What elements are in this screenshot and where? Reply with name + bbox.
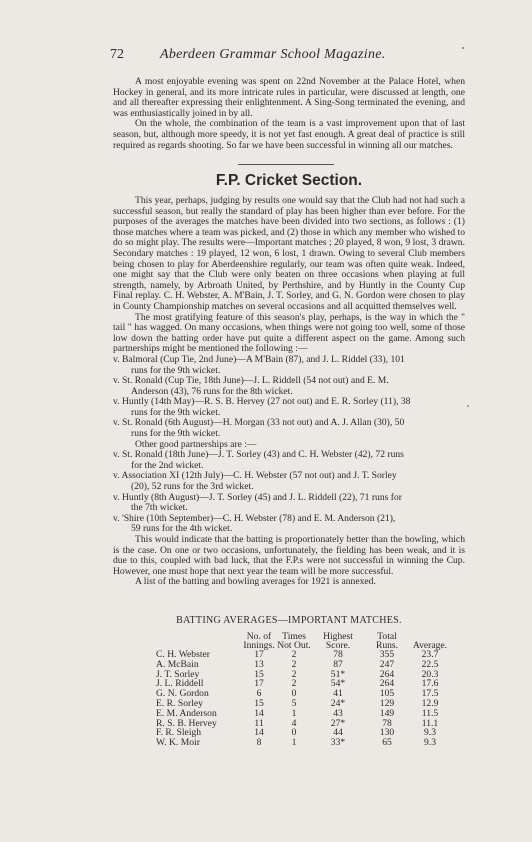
batting-averages-table xyxy=(156,632,450,748)
cricket-paragraph: This year, perhaps, judging by results one would say that the Club had not had such a successful season, but really the standard of play has been higher than ever before. For the purposes of the averages the matches have been divided into two sections, as follows : (1) those matches where a team was picked, and (2) those in which any member who wished to do so might play. The results were—Important matches ; 20 played, 8 won, 9 lost, 3 drawn. Secondary matches : 19 played, 12 won, 6 lost, 1 drawn. Owing to several Club members being chosen to play for Aberdeenshire regularly, our team was often quite weak. Indeed, one might say that the Club were only beaten on three occasions when playing at full strength, namely, by Arbroath United, by Perthshire, and by Huntly in the County Cup Final replay. C. H. Webster, A. M'Bain, J. T. Sorley, and G. N. Gordon were chosen to play in County Championship matches on several occasions and all acquitted themselves well. xyxy=(113,195,465,312)
cell-not-out: 4 xyxy=(291,717,297,729)
cell-name: J. T. Sorley xyxy=(156,668,200,680)
cell-highest: 24* xyxy=(330,697,346,709)
cell-innings: 8 xyxy=(256,737,262,749)
cell-not-out: 1 xyxy=(291,707,297,719)
cell-innings: 14 xyxy=(254,727,264,739)
cricket-paragraph: This would indicate that the batting is proportionately better than the bowling, which is the case. On one or two occasions, unfortunately, the fielding has been weak, and it is due to this, coupled with bad luck, that the F.P.s were not successful in winning the Cup. However, one must hope that next year the team will be more successful. xyxy=(113,534,465,577)
table-row xyxy=(156,650,450,660)
cell-innings: 13 xyxy=(254,658,264,670)
cell-average: 11.1 xyxy=(421,717,439,729)
cricket-paragraph: A list of the batting and bowling averages for 1921 is annexed. xyxy=(135,576,376,588)
cell-average: 20.3 xyxy=(421,668,439,680)
partnership-item: v. St. Ronald (6th August)—H. Morgan (33 not out) and A. J. Allan (30), 50 runs for the 9th wicket. xyxy=(113,417,405,440)
cell-average: 11.5 xyxy=(421,707,439,719)
table-body xyxy=(156,650,450,748)
cricket-paragraph: The most gratifying feature of this season's play, perhaps, is the way in which the " tail " has wagged. On many occasions, when things were not going too well, some of those low down the batting order have put quite a different aspect on the game. Among such partnerships might be mentioned the following :— xyxy=(113,311,465,355)
partnership-item: v. St. Ronald (Cup Tie, 18th June)—J. L. Riddell (54 not out) and E. M. Anderson (43), 76 runs for the 8th wicket. xyxy=(113,375,389,397)
section-divider xyxy=(238,164,334,165)
cell-name: W. K. Moir xyxy=(156,737,200,749)
hockey-report xyxy=(113,77,465,151)
cell-not-out: 2 xyxy=(291,668,297,680)
cell-name: G. N. Gordon xyxy=(156,688,209,700)
cell-highest: 51* xyxy=(330,668,346,680)
cell-name: J. L. Riddell xyxy=(156,678,204,690)
print-speck xyxy=(467,405,469,407)
cell-not-out: 2 xyxy=(291,678,297,690)
print-speck xyxy=(462,47,464,49)
cell-total: 130 xyxy=(379,727,395,739)
cell-innings: 15 xyxy=(254,668,264,680)
cell-name: F. R. Sleigh xyxy=(156,727,202,739)
table-header-row xyxy=(156,632,450,650)
cricket-report xyxy=(113,196,465,588)
averages-title: BATTING AVERAGES—IMPORTANT MATCHES. xyxy=(176,615,402,626)
cell-total: 105 xyxy=(379,688,395,700)
cell-innings: 6 xyxy=(256,688,262,700)
cell-average: 23.7 xyxy=(421,649,439,660)
partnership-list xyxy=(113,450,465,535)
column-header-highest: Highest Score. xyxy=(323,631,353,651)
partnership-item: v. Association XI (12th July)—C. H. Webster (57 not out) and J. T. Sorley (20), 52 runs for the 3rd wicket. xyxy=(113,470,397,493)
cell-total: 247 xyxy=(379,658,395,670)
cell-highest: 43 xyxy=(333,707,343,719)
cell-not-out: 5 xyxy=(291,697,297,709)
cell-not-out: 2 xyxy=(291,658,297,670)
other-partnerships-label: Other good partnerships are :— xyxy=(135,438,257,450)
page-header xyxy=(110,47,450,63)
cell-average: 9.3 xyxy=(424,727,436,739)
cell-highest: 54* xyxy=(330,678,346,690)
partnership-item: v. Huntly (14th May)—R. S. B. Hervey (27 not out) and E. R. Sorley (11), 38 runs for the 9th wicket. xyxy=(113,396,411,418)
partnership-item: v. Huntly (8th August)—J. T. Sorley (45) and J. L. Riddell (22), 71 runs for the 7th wicket. xyxy=(113,491,402,514)
partnership-list xyxy=(113,355,465,440)
partnership-item: v. Balmoral (Cup Tie, 2nd June)—A M'Bain (87), and J. L. Riddel (33), 101 runs for the 9th wicket. xyxy=(113,353,405,376)
table-row xyxy=(156,660,450,670)
column-header-average: Average. xyxy=(412,640,448,651)
cell-innings: 15 xyxy=(254,697,264,709)
cell-average: 17.6 xyxy=(421,678,439,690)
column-header-not-out: Times Not Out. xyxy=(277,631,311,651)
section-title: F.P. Cricket Section. xyxy=(215,172,363,189)
cell-innings: 17 xyxy=(254,678,264,690)
partnership-item: v. 'Shire (10th September)—C. H. Webster (78) and E. M. Anderson (21), 59 runs for the 4th wicket. xyxy=(113,512,396,535)
cell-highest: 33* xyxy=(330,737,346,749)
cell-total: 355 xyxy=(379,649,395,660)
cell-highest: 78 xyxy=(333,649,343,660)
cell-total: 78 xyxy=(382,717,392,729)
column-header-name xyxy=(156,632,242,650)
hockey-paragraph: A most enjoyable evening was spent on 22nd November at the Palace Hotel, when Hockey in general, and its more intricate rules in particular, were discussed at length, one and all thereafter expressing their enlightenment. A Sing-Song terminated the evening, and was enthusiastically joined in by all. xyxy=(113,76,465,119)
cell-total: 65 xyxy=(382,737,392,749)
cell-highest: 44 xyxy=(333,727,343,739)
column-header-total: Total Runs. xyxy=(375,631,399,651)
cell-total: 264 xyxy=(379,678,395,690)
cell-not-out: 0 xyxy=(291,727,297,739)
cell-name: R. S. B. Hervey xyxy=(156,717,217,729)
cell-total: 129 xyxy=(379,697,395,709)
cell-average: 9.3 xyxy=(424,737,436,749)
cell-name: A. McBain xyxy=(156,658,199,670)
cell-not-out: 0 xyxy=(291,688,297,700)
cell-name: E. M. Anderson xyxy=(156,707,217,719)
cell-total: 149 xyxy=(379,707,395,719)
cell-innings: 14 xyxy=(254,707,264,719)
cell-average: 22.5 xyxy=(421,658,439,670)
partnership-item: v. St. Ronald (18th June)—J. T. Sorley (43) and C. H. Webster (42), 72 runs for the 2nd wicket. xyxy=(113,449,404,471)
magazine-title: Aberdeen Grammar School Magazine. xyxy=(160,47,386,62)
cell-not-out: 1 xyxy=(291,737,297,749)
cell-innings: 11 xyxy=(254,717,264,729)
cell-highest: 41 xyxy=(333,688,343,700)
column-header-innings: No. of Innings. xyxy=(243,631,275,651)
table-row xyxy=(156,738,450,748)
hockey-paragraph: On the whole, the combination of the team is a vast improvement upon that of last season, but, although more speedy, it is not yet fast enough. A great deal of practice is still required as regards shooting. So far we have been successful in winning all our matches. xyxy=(113,118,465,151)
cell-name: E. R. Sorley xyxy=(156,697,203,709)
cell-highest: 27* xyxy=(330,717,346,729)
cell-name: C. H. Webster xyxy=(156,649,210,660)
cell-total: 264 xyxy=(379,668,395,680)
cell-not-out: 2 xyxy=(291,649,297,660)
cell-average: 12.9 xyxy=(421,697,439,709)
cell-innings: 17 xyxy=(254,649,264,660)
table-row xyxy=(156,728,450,738)
cell-average: 17.5 xyxy=(421,688,439,700)
page-number: 72 xyxy=(110,47,124,62)
cell-highest: 87 xyxy=(333,658,343,670)
